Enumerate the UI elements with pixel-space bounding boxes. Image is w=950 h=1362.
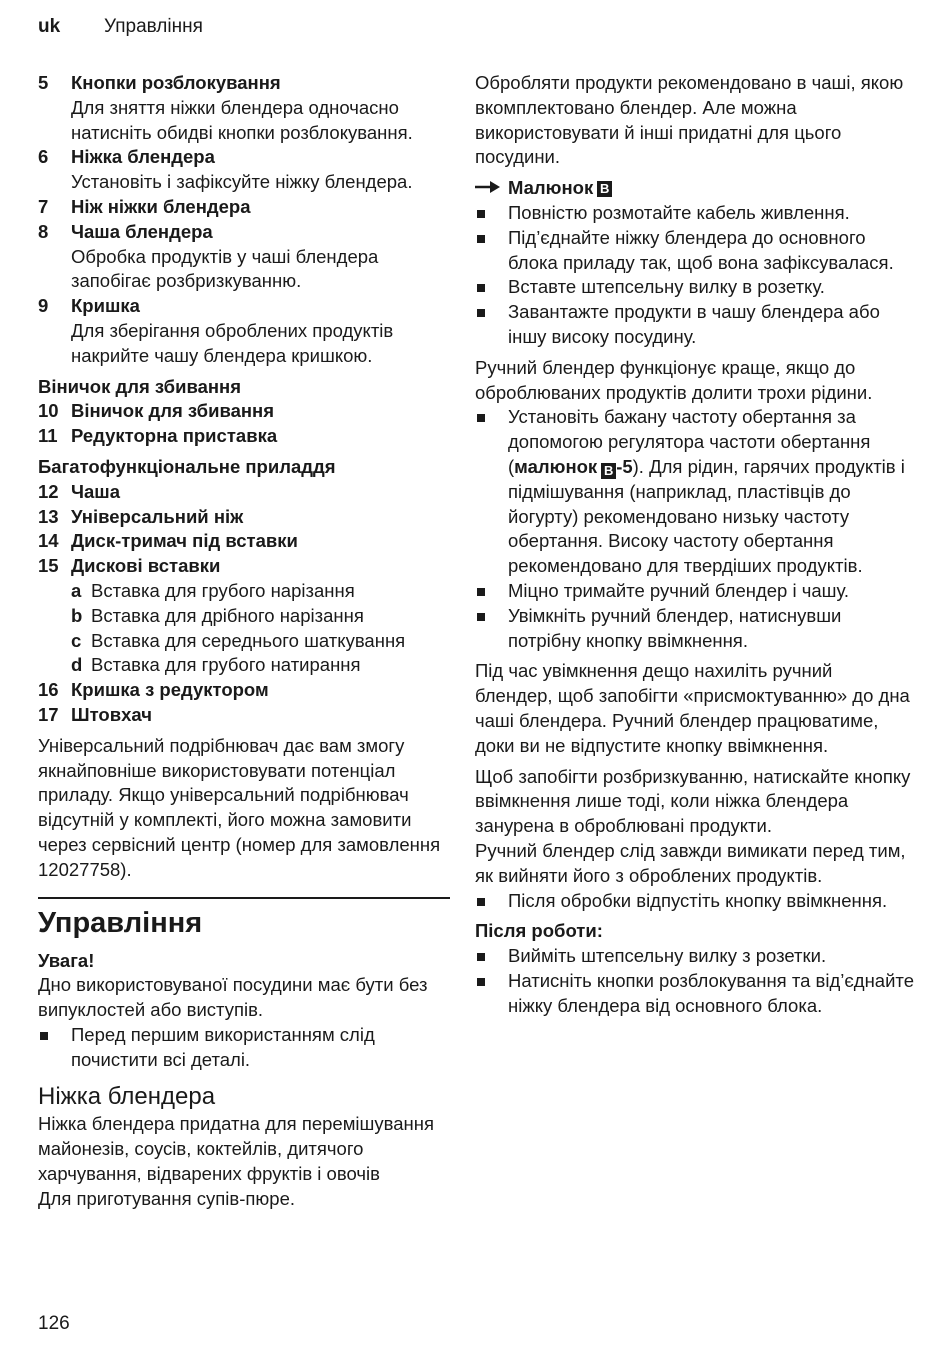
speed-text-cont: ). Для рідин, гарячих продуктів і підмішування (наприклад, пластівців до йогурту) рекомендовано низьку частоту обертання. Високу частоту обертання рекомендовано для твердіших продуктів. bbox=[508, 455, 905, 577]
page-number: 126 bbox=[38, 1313, 70, 1334]
item-number: 14 bbox=[38, 530, 59, 552]
list-item bbox=[38, 145, 450, 195]
blender-leg-text-soups: Для приготування супів-пюре. bbox=[38, 1187, 296, 1209]
bullet-text: Повністю розмотайте кабель живлення. bbox=[508, 201, 850, 223]
bullet-item bbox=[475, 889, 915, 914]
item-title: Віничок для збивання bbox=[71, 400, 275, 422]
figure-letter-badge: B bbox=[597, 181, 612, 197]
bullet-item bbox=[475, 201, 915, 226]
bullet-square-icon bbox=[475, 275, 508, 300]
splash-text: Щоб запобігти розбризкуванню, натискайте кнопку ввімкнення лише тоді, коли ніжка блендера занурена в оброблювані продукти. bbox=[475, 765, 911, 837]
list-item bbox=[38, 505, 450, 530]
item-title: Редукторна приставка bbox=[71, 425, 278, 447]
bullet-square-icon bbox=[38, 1023, 71, 1073]
bullet-item bbox=[475, 300, 915, 350]
item-title: Дискові вставки bbox=[71, 555, 221, 577]
bullet-text: Натисніть кнопки розблокування та від’єднайте ніжку блендера від основного блока. bbox=[508, 969, 914, 1016]
bullet-square-icon bbox=[475, 889, 508, 914]
bullet-item bbox=[475, 944, 915, 969]
item-title: Чаша bbox=[71, 480, 120, 502]
speed-figure-number: -5 bbox=[616, 455, 633, 477]
bullet-square-icon bbox=[475, 944, 508, 969]
sub-item-text: Вставка для грубого нарізання bbox=[91, 579, 355, 601]
sub-item-text: Вставка для середнього шаткування bbox=[91, 629, 406, 651]
bullet-square-icon bbox=[475, 226, 508, 276]
attention-label: Увага! bbox=[38, 949, 95, 971]
item-number: 16 bbox=[38, 679, 59, 701]
bullet-square-icon bbox=[475, 579, 508, 604]
language-code: uk bbox=[38, 16, 61, 37]
item-number: 7 bbox=[38, 195, 49, 217]
speed-text: Установіть бажану частоту обертання за допомогою регулятора частоти обертання ( bbox=[508, 406, 871, 477]
blender-leg-heading: Ніжка блендера bbox=[38, 1083, 216, 1111]
sub-item-letter: c bbox=[71, 629, 82, 651]
item-title: Диск-тримач під вставки bbox=[71, 530, 298, 552]
bullet-item bbox=[475, 226, 915, 276]
bullet-square-icon bbox=[475, 201, 508, 226]
item-number: 5 bbox=[38, 72, 49, 93]
sub-item bbox=[38, 579, 450, 604]
attention-text: Дно використовуваної посудини має бути без випуклостей або виступів. bbox=[38, 974, 428, 1021]
figure-reference bbox=[475, 176, 915, 201]
item-title: Кнопки розблокування bbox=[71, 72, 281, 93]
item-description: Обробка продуктів у чаші блендера запобігає розбризкуванню. bbox=[71, 245, 379, 292]
item-number: 17 bbox=[38, 703, 59, 725]
list-item bbox=[38, 424, 450, 449]
bullet-item bbox=[475, 969, 915, 1019]
bullet-text: Міцно тримайте ручний блендер і чашу. bbox=[508, 579, 850, 601]
bullet-square-icon bbox=[475, 405, 508, 579]
item-number: 13 bbox=[38, 505, 59, 527]
item-number: 9 bbox=[38, 295, 49, 317]
item-number: 10 bbox=[38, 400, 59, 422]
sub-item bbox=[38, 653, 450, 678]
item-title: Чаша блендера bbox=[71, 220, 213, 242]
bullet-text: Під’єднайте ніжку блендера до основного блока приладу так, щоб вона зафіксувалася. bbox=[508, 226, 894, 273]
section-title: Управління bbox=[38, 906, 203, 939]
universal-chopper-text: Універсальний подрібнювач дає вам змогу якнайповніше використовувати потенціал приладу. Якщо універсальний подрібнювач відсутній у комплекті, його можна замовити через сервісний центр (номер для замовлення 12027758). bbox=[38, 734, 441, 880]
list-item bbox=[38, 480, 450, 505]
sub-item bbox=[38, 604, 450, 629]
sub-item-text: Вставка для грубого натирання bbox=[91, 654, 361, 676]
bullet-item bbox=[475, 579, 915, 604]
bullet-text: Вийміть штепсельну вилку з розетки. bbox=[508, 945, 827, 967]
speed-figure-label: малюнок bbox=[514, 455, 598, 477]
item-title: Штовхач bbox=[71, 703, 152, 725]
switch-off-text: Ручний блендер слід завжди вимикати перед тим, як вийняти його з оброблених продуктів. bbox=[475, 839, 906, 886]
section-divider bbox=[38, 897, 450, 899]
figure-letter-badge: B bbox=[601, 463, 616, 479]
item-title: Кришка з редуктором bbox=[71, 679, 269, 701]
item-title: Ніж ніжки блендера bbox=[71, 195, 251, 217]
right-column bbox=[475, 71, 915, 1018]
item-number: 8 bbox=[38, 220, 49, 242]
item-number: 11 bbox=[38, 425, 58, 447]
figure-label: Малюнок bbox=[508, 177, 594, 199]
bullet-square-icon bbox=[475, 604, 508, 654]
bullet-item bbox=[475, 405, 915, 579]
blender-leg-text: Ніжка блендера придатна для перемішування майонезів, соусів, коктейлів, дитячого харчування, відварених фруктів і овочів bbox=[38, 1113, 434, 1185]
bullet-item bbox=[38, 1023, 450, 1073]
sub-item-letter: b bbox=[71, 604, 83, 626]
sub-item-text: Вставка для дрібного нарізання bbox=[91, 604, 364, 626]
intro-text: Обробляти продукти рекомендовано в чаші, якою вкомплектовано блендер. Але можна використовувати й інші придатні для цього посудини. bbox=[475, 72, 904, 168]
bullet-text: Вставте штепсельну вилку в розетку. bbox=[508, 276, 825, 298]
sub-item-letter: d bbox=[71, 654, 83, 676]
liquid-text: Ручний блендер функціонує краще, якщо до оброблюваних продуктів долити трохи рідини. bbox=[475, 356, 873, 403]
whisk-heading: Віничок для збивання bbox=[38, 375, 242, 397]
tilt-text: Під час увімкнення дещо нахиліть ручний блендер, щоб запобігти «присмоктуванню» до дна чаші блендера. Ручний блендер працюватиме, доки ви не відпустите кнопку ввімкнення. bbox=[475, 660, 910, 756]
bullet-text: Перед першим використанням слід почистити всі деталі. bbox=[71, 1023, 375, 1070]
item-number: 6 bbox=[38, 146, 49, 168]
item-number: 15 bbox=[38, 555, 59, 577]
item-title: Ніжка блендера bbox=[71, 146, 215, 168]
header-title: Управління bbox=[104, 16, 203, 37]
list-item bbox=[38, 195, 450, 220]
sub-item-letter: a bbox=[71, 579, 82, 601]
item-description: Для зберігання оброблених продуктів накрийте чашу блендера кришкою. bbox=[71, 319, 394, 366]
list-item bbox=[38, 399, 450, 424]
item-number: 12 bbox=[38, 480, 59, 502]
sub-item bbox=[38, 629, 450, 654]
item-description: Установіть і зафіксуйте ніжку блендера. bbox=[71, 171, 413, 193]
bullet-square-icon bbox=[475, 969, 508, 1019]
bullet-item bbox=[475, 604, 915, 654]
bullet-text: Завантажте продукти в чашу блендера або іншу високу посудину. bbox=[508, 301, 880, 347]
list-item bbox=[38, 529, 450, 554]
page-header bbox=[38, 14, 203, 40]
multi-accessories-heading: Багатофункціональне приладдя bbox=[38, 455, 336, 477]
list-item bbox=[38, 220, 450, 294]
item-title: Універсальний ніж bbox=[71, 505, 244, 527]
bullet-text: Увімкніть ручний блендер, натиснувши потрібну кнопку ввімкнення. bbox=[508, 604, 842, 651]
bullet-text: Після обробки відпустіть кнопку ввімкнення. bbox=[508, 889, 888, 911]
list-item bbox=[38, 294, 450, 368]
item-description: Для зняття ніжки блендера одночасно натисніть обидві кнопки розблокування. bbox=[71, 96, 413, 143]
left-column bbox=[38, 71, 450, 1212]
bullet-item bbox=[475, 275, 915, 300]
after-work-heading: Після роботи: bbox=[475, 920, 603, 942]
item-title: Кришка bbox=[71, 295, 140, 317]
list-item bbox=[38, 678, 450, 703]
list-item bbox=[38, 554, 450, 579]
arrow-right-icon bbox=[475, 176, 508, 201]
list-item bbox=[38, 703, 450, 728]
list-item bbox=[38, 71, 450, 145]
bullet-square-icon bbox=[475, 300, 508, 350]
